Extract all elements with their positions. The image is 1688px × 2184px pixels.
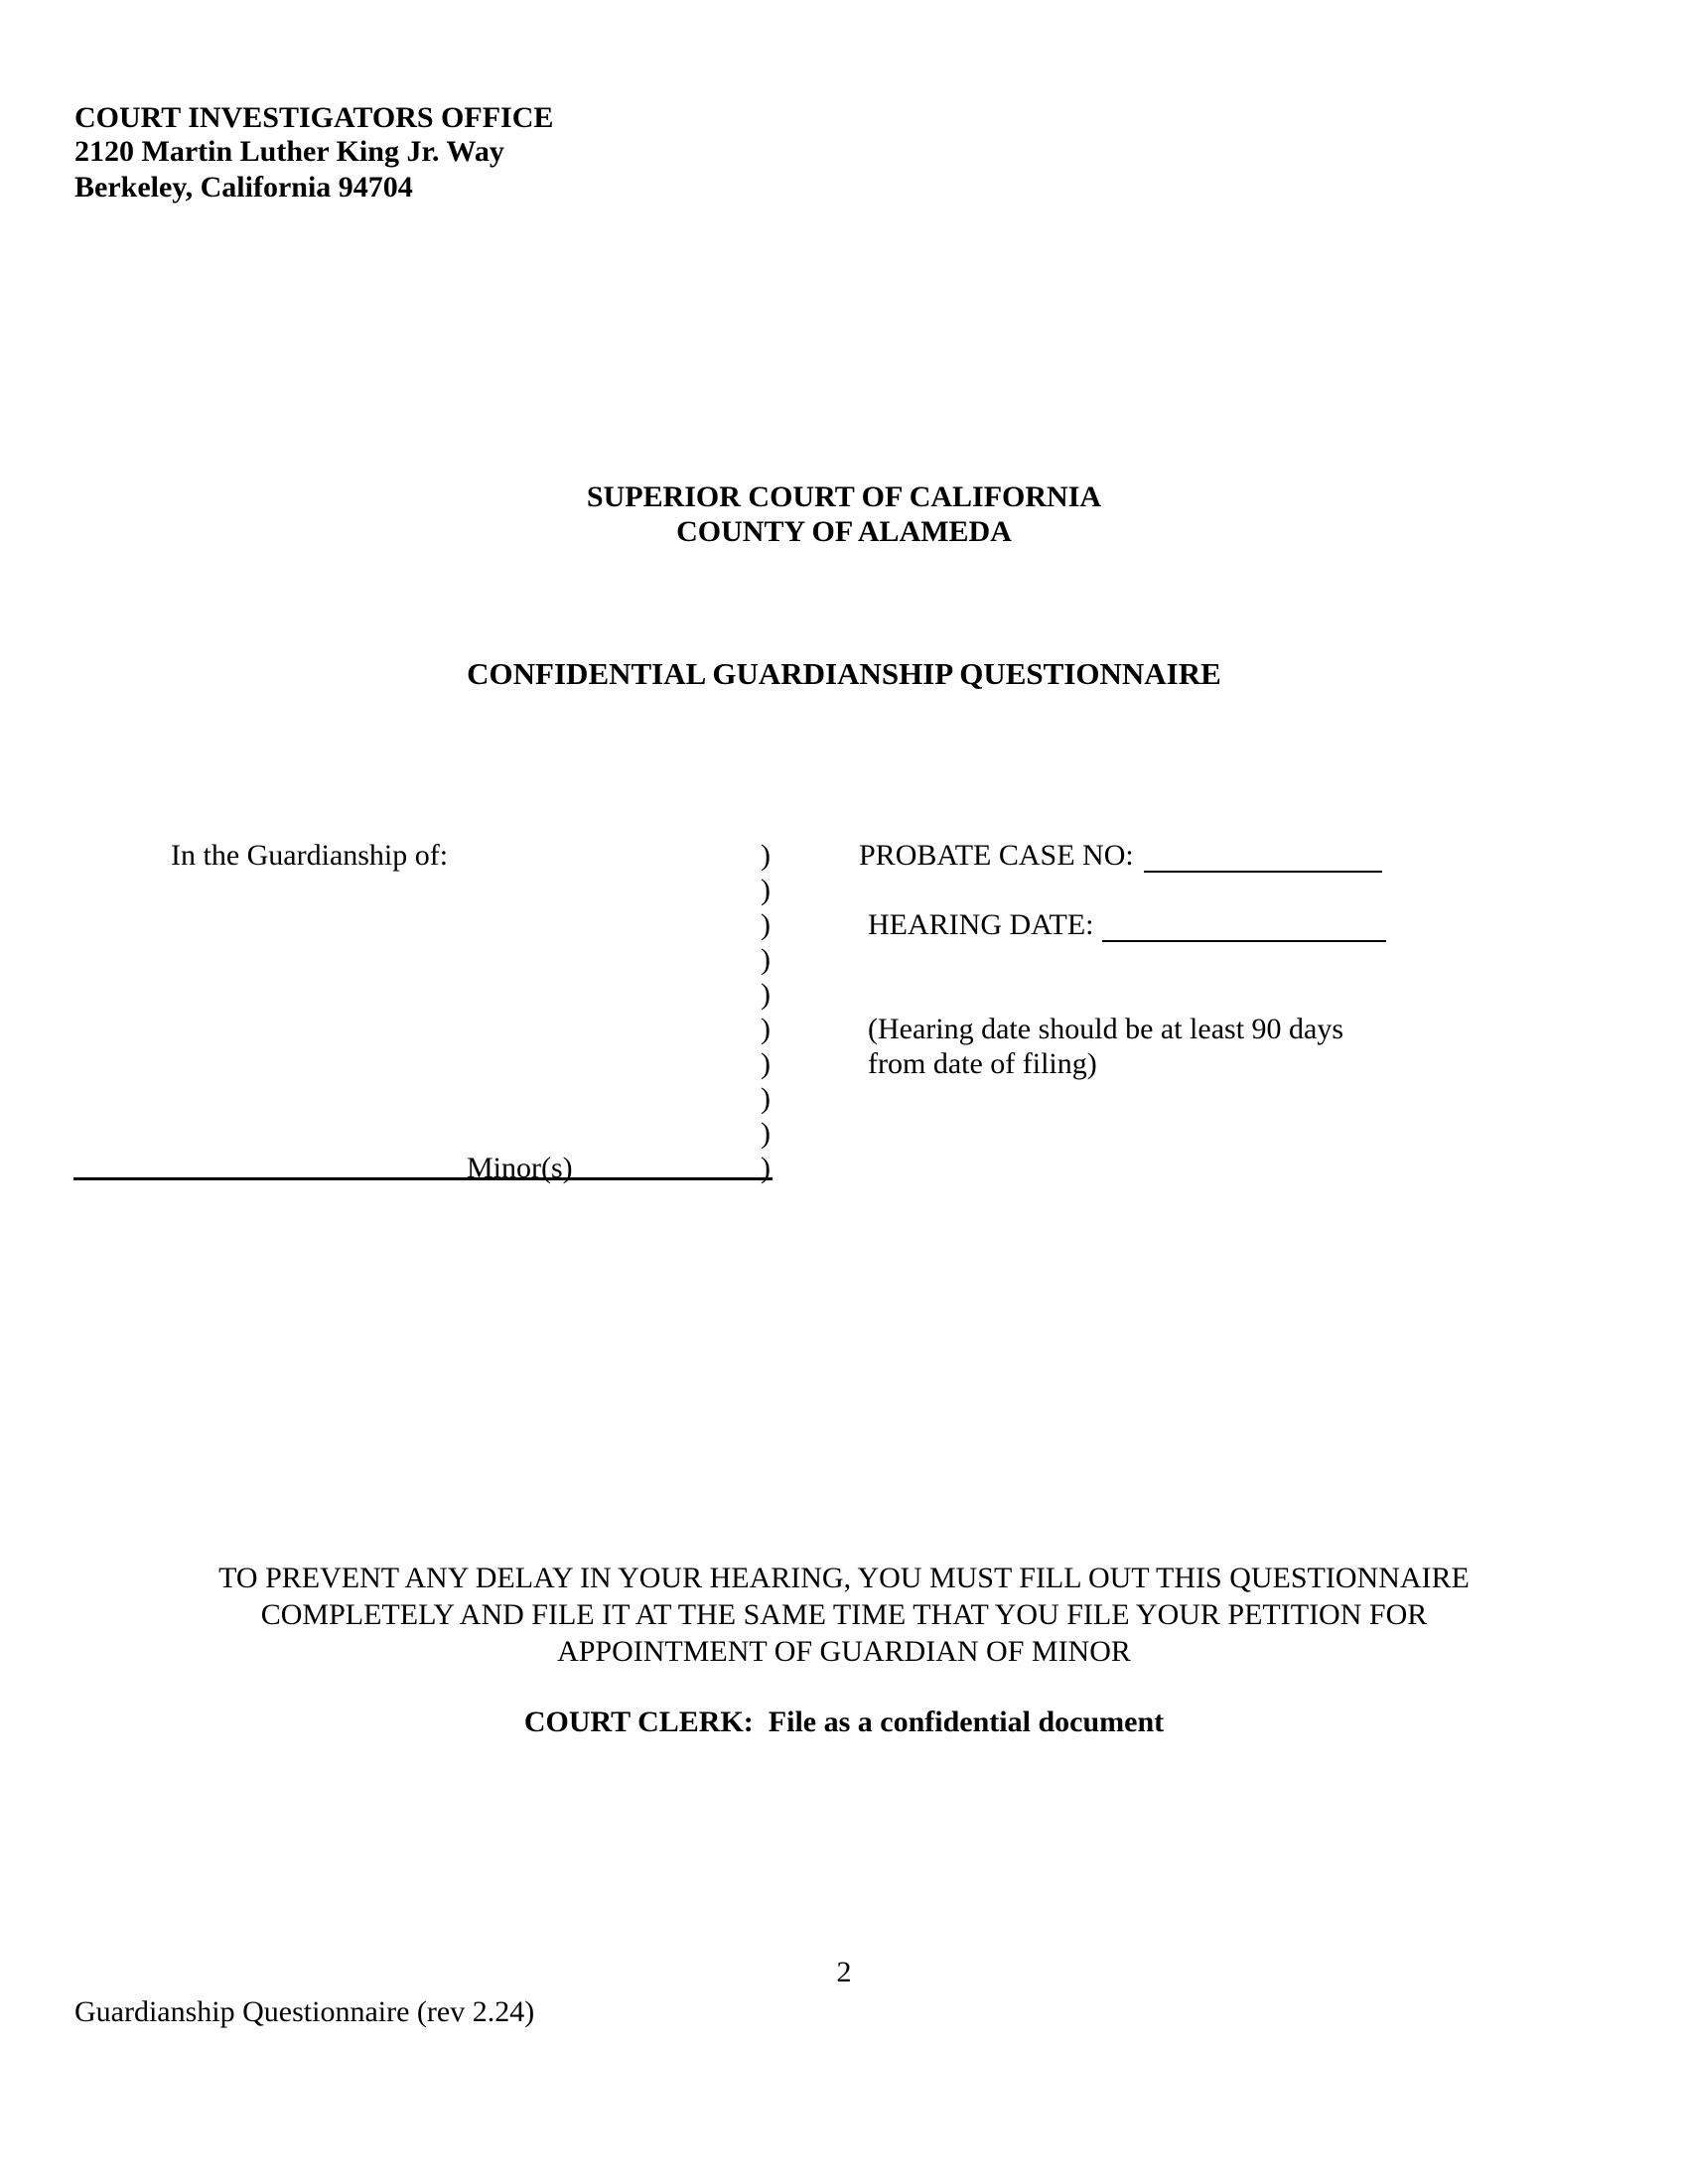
- probate-case-label: PROBATE CASE NO:: [859, 839, 1134, 872]
- caption-paren: ): [761, 1117, 771, 1150]
- clerk-text: File as a confidential document: [768, 1706, 1165, 1738]
- office-name: COURT INVESTIGATORS OFFICE: [74, 101, 554, 134]
- court-name: SUPERIOR COURT OF CALIFORNIA: [586, 480, 1102, 513]
- hearing-date-label: HEARING DATE:: [868, 908, 1094, 941]
- form-name: Guardianship Questionnaire (rev 2.24): [74, 1995, 535, 2028]
- caption-paren: ): [761, 1047, 771, 1080]
- caption-paren: ): [761, 874, 771, 906]
- caption-paren: ): [761, 1082, 771, 1115]
- notice-line-3: APPOINTMENT OF GUARDIAN OF MINOR: [557, 1635, 1131, 1668]
- caption-paren: ): [761, 839, 771, 872]
- caption-underline: [73, 1177, 773, 1180]
- caption-paren: ): [761, 978, 771, 1011]
- caption-paren: ): [761, 1152, 771, 1184]
- notice-line-2: COMPLETELY AND FILE IT AT THE SAME TIME THAT YOU FILE YOUR PETITION FOR: [260, 1598, 1428, 1631]
- clerk-instruction: [0, 1707, 1688, 1737]
- office-city: Berkeley, California 94704: [74, 171, 413, 204]
- minors-label: Minor(s): [467, 1152, 573, 1184]
- caption-paren: ): [761, 908, 771, 941]
- office-street: 2120 Martin Luther King Jr. Way: [74, 135, 504, 168]
- clerk-label: COURT CLERK:: [523, 1706, 754, 1738]
- probate-case-field[interactable]: [1144, 841, 1382, 873]
- court-county: COUNTY OF ALAMEDA: [676, 515, 1012, 548]
- caption-paren: ): [761, 1013, 771, 1045]
- guardianship-of-label: In the Guardianship of:: [171, 839, 449, 872]
- page-number: 2: [836, 1956, 852, 1988]
- notice-line-1: TO PREVENT ANY DELAY IN YOUR HEARING, YOU MUST FILL OUT THIS QUESTIONNAIRE: [218, 1562, 1470, 1594]
- page-title: CONFIDENTIAL GUARDIANSHIP QUESTIONNAIRE: [467, 656, 1221, 691]
- hearing-date-note-line1: (Hearing date should be at least 90 days: [868, 1013, 1344, 1045]
- hearing-date-note-line2: from date of filing): [868, 1047, 1097, 1080]
- hearing-date-field[interactable]: [1102, 910, 1386, 942]
- caption-paren: ): [761, 943, 771, 976]
